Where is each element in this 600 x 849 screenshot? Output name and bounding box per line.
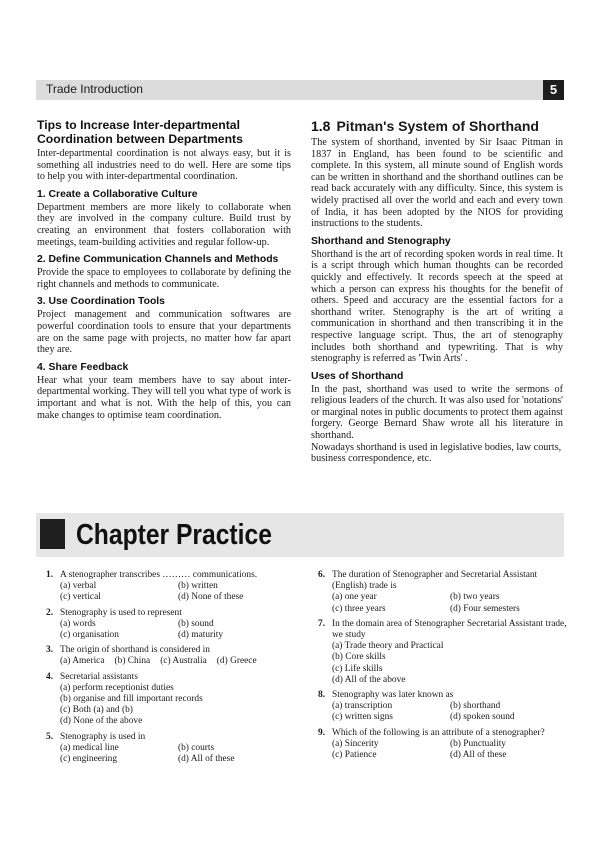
question-options	[60, 683, 296, 728]
question-text: A stenographer transcribes ……… communications.	[60, 570, 258, 580]
tip-1-text: Department members are more likely to collaborate when they are involved in the company culture. Build trust by creating an environment that fosters collaboration with meetings, team-building activities and regular follow-up.	[37, 201, 291, 248]
header-title: Trade Introduction	[46, 82, 143, 96]
question-options	[60, 743, 296, 765]
question-item	[46, 645, 296, 667]
uses-of-shorthand-text: In the past, shorthand was used to write the sermons of religious leaders of the church. It was also used for 'notations' or marginal notes in public documents to protect them against forgery. George Bernard Shaw wrote all his literature in shorthand.	[311, 383, 563, 442]
question-option: (c) organisation	[60, 630, 119, 641]
question-text: The duration of Stenographer and Secretarial Assistant (English) trade is	[332, 570, 538, 592]
question-number: 2.	[46, 607, 54, 618]
question-option: (a) verbal	[60, 581, 97, 592]
question-options	[60, 619, 296, 641]
question-item	[318, 570, 568, 615]
question-option: (c) Australia	[160, 656, 207, 667]
uses-of-shorthand-text-2: Nowadays shorthand is used in legislative bodies, law courts, business correspondence, etc.	[311, 441, 562, 465]
question-option: (d) All of the above	[332, 674, 406, 685]
question-option: (b) two years	[450, 592, 500, 603]
tip-3-text: Project management and communication softwares are powerful coordination tools to ensure that your departments are on the same page with projects, no matter how far apart they are.	[37, 309, 291, 356]
question-option: (b) China	[114, 656, 151, 667]
tips-intro: Inter-departmental coordination is not always easy, but it is something all industries need to do well. Here are some tips to help you with inter-departmental coordination.	[37, 148, 291, 183]
chapter-practice-banner	[36, 513, 564, 557]
question-option: (a) Trade theory and Practical	[332, 641, 444, 652]
tip-4-title: 4. Share Feedback	[37, 361, 129, 373]
question-number: 3.	[46, 645, 54, 656]
question-option: (c) Patience	[332, 750, 377, 761]
question-option: (a) one year	[332, 592, 377, 603]
question-option: (c) engineering	[60, 754, 118, 765]
question-item	[318, 690, 568, 724]
question-option: (a) transcription	[332, 701, 393, 712]
question-number: 8.	[318, 690, 326, 701]
question-number: 9.	[318, 727, 326, 738]
question-text: Stenography was later known as	[332, 690, 454, 701]
question-options	[60, 581, 296, 603]
uses-of-shorthand-title: Uses of Shorthand	[311, 370, 404, 382]
question-option: (d) maturity	[178, 630, 224, 641]
question-option: (b) courts	[178, 742, 215, 753]
question-text: Stenography is used to represent	[60, 607, 182, 618]
question-options	[332, 739, 568, 761]
tip-2-text: Provide the space to employees to collaborate by defining the right channels and methods to communicate.	[37, 267, 291, 290]
running-header	[36, 80, 564, 100]
section-title: Pitman's System of Shorthand	[336, 118, 539, 134]
questions-right-column	[318, 570, 568, 765]
questions-left-column	[46, 570, 296, 769]
chapter-practice-title: Chapter Practice	[76, 519, 272, 551]
question-option: (b) Punctuality	[450, 738, 506, 749]
question-item	[318, 619, 568, 686]
question-number: 4.	[46, 671, 54, 682]
shorthand-stenography-title: Shorthand and Stenography	[311, 235, 451, 247]
question-option: (a) words	[60, 618, 96, 629]
question-option: (c) written signs	[332, 712, 393, 723]
question-text: Which of the following is an attribute of a stenographer?	[332, 727, 545, 738]
question-option: (a) perform receptionist duties	[60, 682, 174, 693]
question-option: (b) Core skills	[332, 652, 386, 663]
question-option: (c) three years	[332, 603, 386, 614]
question-number: 7.	[318, 618, 326, 629]
question-option: (a) America	[60, 656, 105, 667]
shorthand-stenography-text: Shorthand is the art of recording spoken words in real time. It is a script through which human thoughts can be recorded quickly and effectively. It records speech at the speed at which a person can express his thoughts for the benefit of others. Speed and accuracy are the essential factors for a shorthand writer. Stenography is the art of writing a communication in shorthand and then transcribing it in the respective language script. Thus, the art of stenography includes both shorthand and typewriting. That is why stenography is referred as 'Twin Arts' .	[311, 248, 563, 365]
tip-1-title: 1. Create a Collaborative Culture	[37, 188, 198, 200]
question-option: (a) medical line	[60, 742, 119, 753]
tip-2-title: 2. Define Communication Channels and Methods	[37, 254, 279, 266]
section-number: 1.8	[311, 118, 331, 134]
question-option: (c) vertical	[60, 592, 101, 603]
question-option: (d) All of these	[450, 750, 507, 761]
question-option: (d) None of these	[178, 592, 244, 603]
question-number: 5.	[46, 731, 54, 742]
question-option: (a) Sincerity	[332, 738, 379, 749]
question-option: (d) spoken sound	[450, 712, 515, 723]
question-item	[46, 672, 296, 728]
question-options	[332, 592, 568, 614]
question-number: 1.	[46, 570, 54, 580]
question-option: (b) sound	[178, 618, 214, 629]
question-option: (d) Four semesters	[450, 603, 520, 614]
tips-heading: Tips to Increase Inter-departmental Coordination between Departments	[37, 118, 243, 146]
pitman-heading	[311, 118, 563, 134]
question-text: The origin of shorthand is considered in	[60, 645, 210, 656]
question-option: (d) All of these	[178, 754, 235, 765]
question-options	[60, 656, 296, 667]
left-column	[37, 118, 291, 421]
question-item	[46, 732, 296, 766]
pitman-intro: The system of shorthand, invented by Sir Isaac Pitman in 1837 in England, has been found to be scientific and complete. In this system, all minute sound of English words can be written in shorthand and the shorthand outlines can be read back accurately with any difficulty. Since, this system is widely practised all over the world and each and every town of India, it has been adopted by the NIOS for providing instructions to the students.	[311, 137, 563, 230]
question-options	[332, 701, 568, 723]
question-item	[46, 608, 296, 642]
question-text: In the domain area of Stenographer Secretarial Assistant trade, we study	[332, 618, 567, 641]
question-text: Secretarial assistants	[60, 671, 138, 682]
question-item	[318, 728, 568, 762]
question-option: (b) written	[178, 581, 218, 592]
question-option: (b) organise and fill important records	[60, 694, 203, 705]
question-option: (c) Life skills	[332, 663, 383, 674]
page-number: 5	[543, 80, 564, 100]
question-text: Stenography is used in	[60, 731, 146, 742]
banner-block-marker	[40, 519, 65, 549]
right-column	[311, 118, 563, 465]
question-number: 6.	[318, 570, 326, 580]
question-options	[332, 641, 568, 686]
question-item	[46, 570, 296, 604]
question-option: (d) Greece	[216, 656, 257, 667]
question-option: (b) shorthand	[450, 701, 501, 712]
tip-3-title: 3. Use Coordination Tools	[37, 296, 165, 308]
tip-4-text: Hear what your team members have to say about inter-departmental working. They will tell you what type of work is important and what is not. With the help of this, you can make changes to optimise team coordination.	[37, 374, 291, 421]
question-option: (c) Both (a) and (b)	[60, 705, 133, 716]
question-option: (d) None of the above	[60, 716, 143, 727]
